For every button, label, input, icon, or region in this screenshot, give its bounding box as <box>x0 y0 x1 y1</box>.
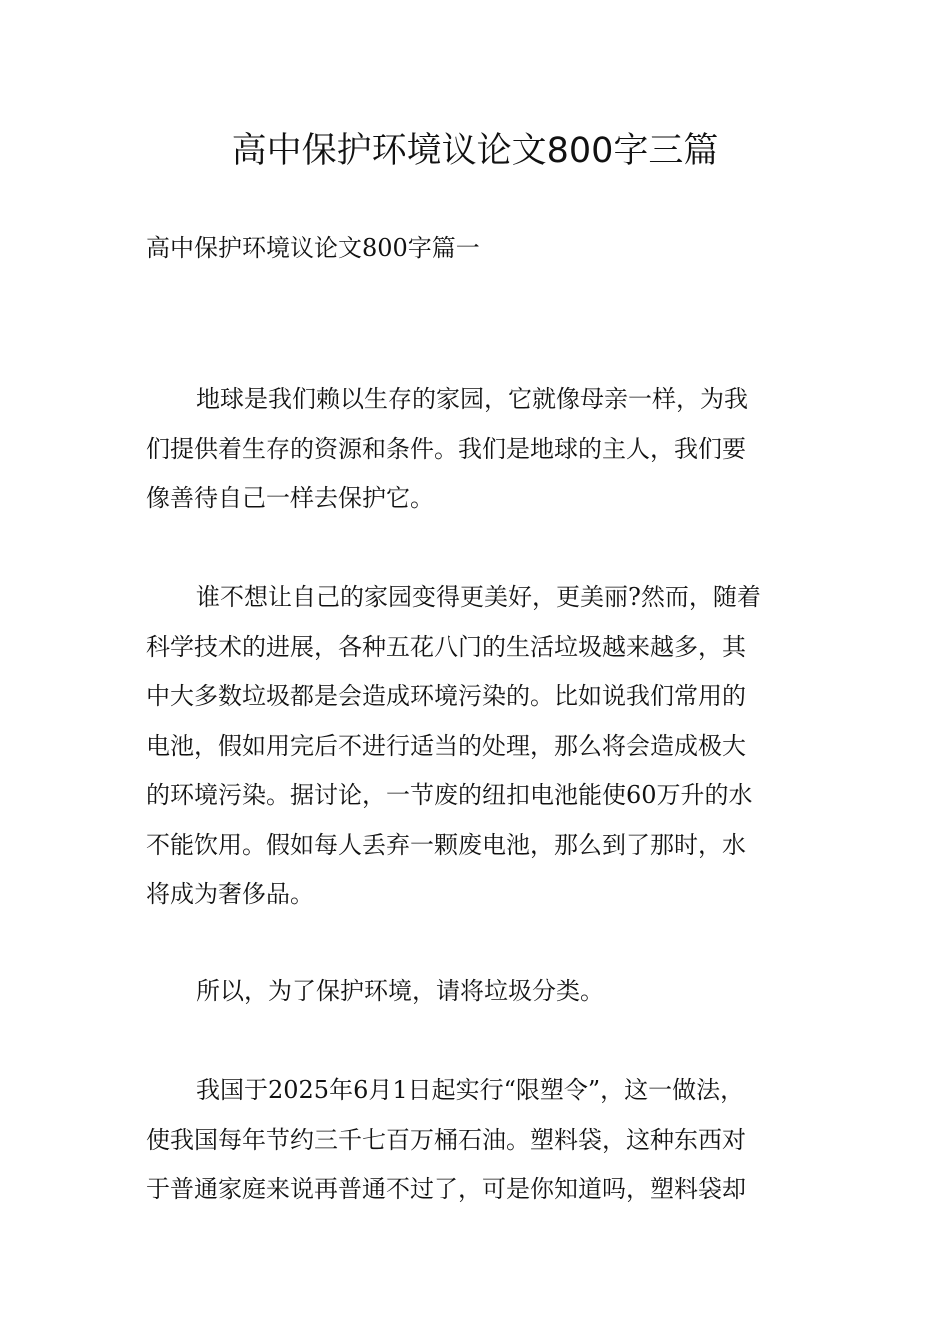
paragraph-line: 使我国每年节约三千七百万桶石油。塑料袋，这种东西对 <box>146 1125 746 1154</box>
paragraph-3 <box>146 967 810 1017</box>
paragraph-line: 我国于2025年6月1日起实行“限塑令”，这一做法， <box>196 1076 745 1104</box>
paragraph-line: 所以，为了保护环境，请将垃圾分类。 <box>196 977 604 1005</box>
section-heading: 高中保护环境议论文800字篇一 <box>146 234 480 262</box>
paragraph-line: 科学技术的进展，各种五花八门的生活垃圾越来越多，其 <box>146 632 746 661</box>
paragraph-line: 电池，假如用完后不进行适当的处理，那么将会造成极大 <box>146 731 746 760</box>
paragraph-line: 们提供着生存的资源和条件。我们是地球的主人，我们要 <box>146 434 746 463</box>
paragraph-2 <box>146 573 810 920</box>
paragraph-line: 于普通家庭来说再普通不过了，可是你知道吗，塑料袋却 <box>146 1175 746 1203</box>
paragraph-4 <box>146 1066 810 1215</box>
paragraph-line: 的环境污染。据讨论，一节废的纽扣电池能使60万升的水 <box>146 781 753 809</box>
paragraph-line: 不能饮用。假如每人丢弃一颗废电池，那么到了那时，水 <box>146 830 746 859</box>
paragraph-1 <box>146 375 810 524</box>
paragraph-line: 谁不想让自己的家园变得更美好，更美丽?然而，随着 <box>196 583 761 611</box>
paragraph-line: 像善待自己一样去保护它。 <box>146 484 434 512</box>
paragraph-line: 地球是我们赖以生存的家园，它就像母亲一样，为我 <box>196 385 748 413</box>
paragraph-line: 将成为奢侈品。 <box>146 880 314 908</box>
paragraph-line: 中大多数垃圾都是会造成环境污染的。比如说我们常用的 <box>146 682 746 710</box>
document-title: 高中保护环境议论文800字三篇 <box>231 131 719 171</box>
